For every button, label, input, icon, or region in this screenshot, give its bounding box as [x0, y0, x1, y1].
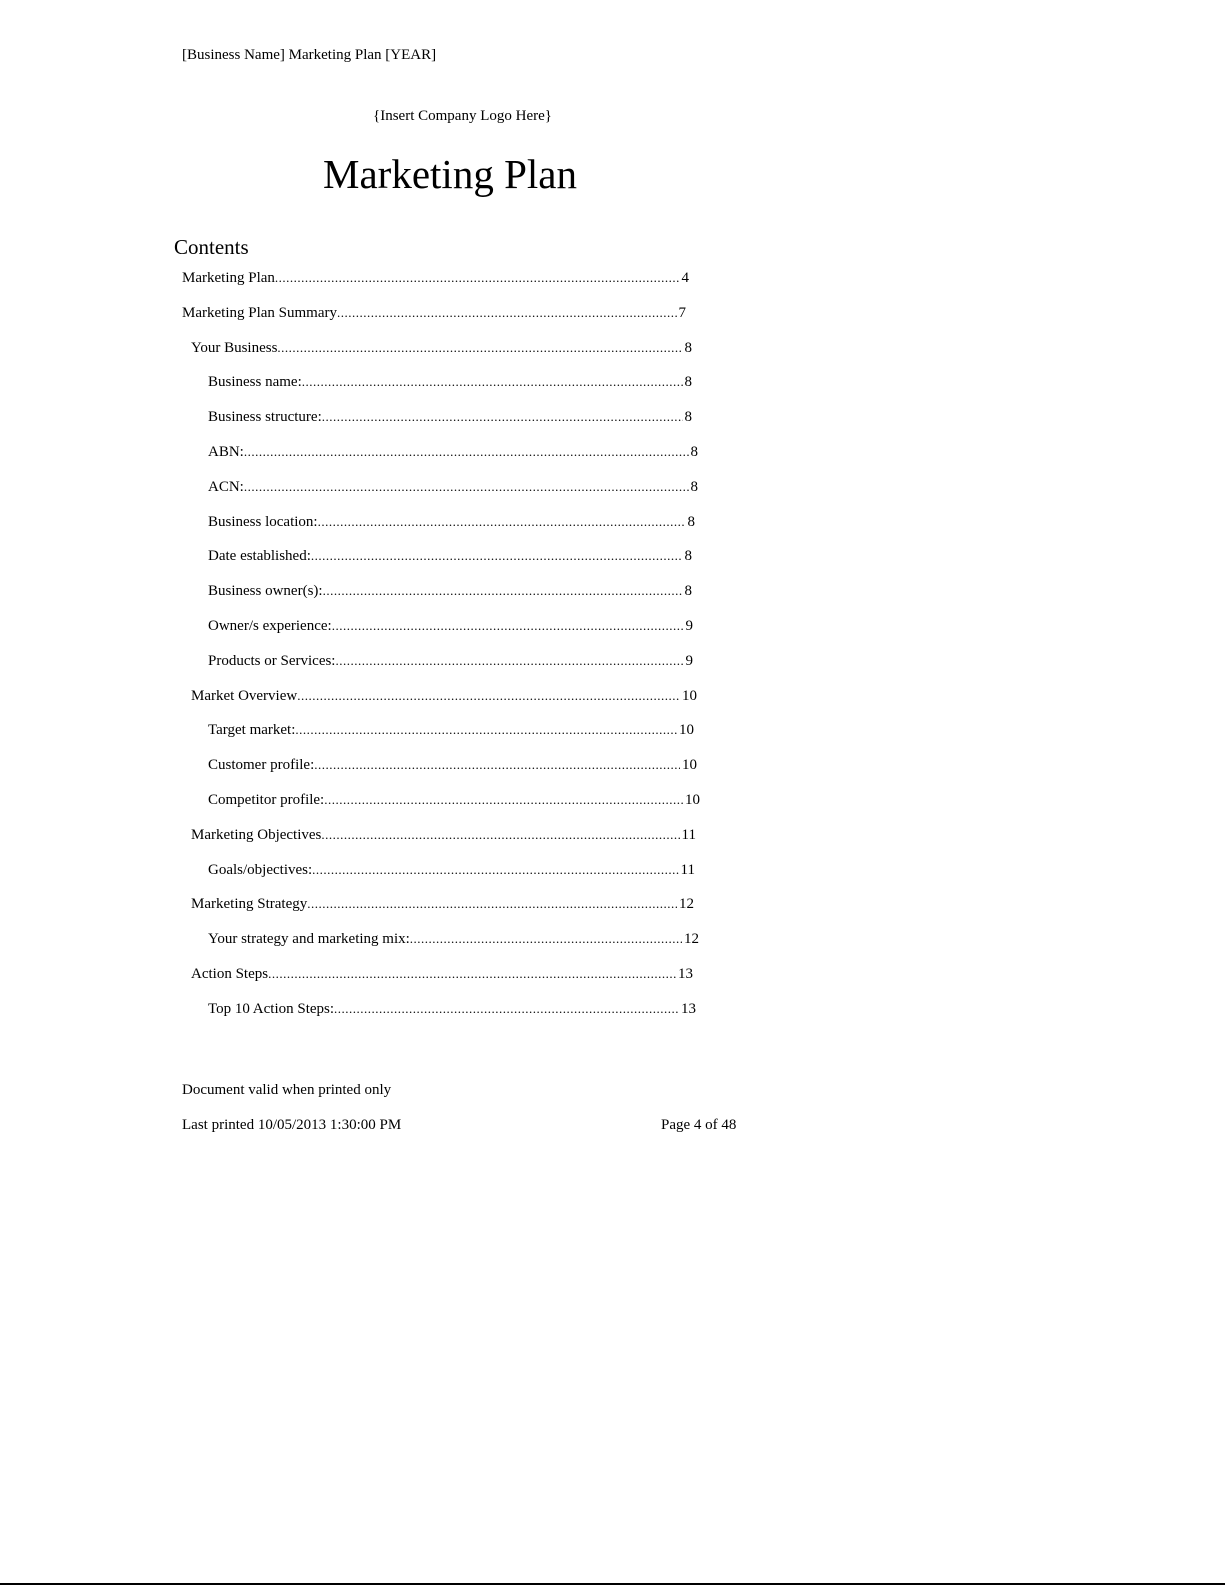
- toc-entry-label: Business name:: [208, 374, 302, 391]
- toc-dot-leader: [324, 790, 683, 810]
- toc-dot-leader: [302, 372, 683, 392]
- toc-entry[interactable]: [0, 546, 760, 581]
- footer-page-indicator: Page 4 of 48: [661, 1117, 737, 1133]
- toc-entry-page-number: 11: [680, 861, 695, 878]
- toc-dot-leader: [318, 512, 686, 532]
- toc-entry-line: [208, 581, 692, 601]
- toc-entry-page-number: 11: [681, 826, 696, 843]
- document-title: Marketing Plan: [323, 151, 577, 197]
- toc-entry-line: [208, 860, 695, 880]
- toc-entry-line: [208, 477, 698, 497]
- toc-dot-leader: [311, 546, 683, 566]
- toc-entry[interactable]: [0, 686, 760, 721]
- toc-entry[interactable]: [0, 720, 760, 755]
- toc-entry[interactable]: [0, 651, 760, 686]
- toc-entry-label: Target market:: [208, 722, 296, 739]
- toc-entry-label: Business owner(s):: [208, 583, 323, 600]
- toc-entry[interactable]: [0, 825, 760, 860]
- toc-entry-page-number: 10: [679, 722, 694, 739]
- toc-entry[interactable]: [0, 442, 760, 477]
- toc-dot-leader: [244, 477, 689, 497]
- toc-entry-label: Top 10 Action Steps:: [208, 1000, 335, 1017]
- toc-entry-page-number: 8: [684, 374, 692, 391]
- toc-entry-page-number: 13: [678, 965, 693, 982]
- toc-entry-line: [191, 894, 694, 914]
- toc-dot-leader: [307, 894, 677, 914]
- toc-entry[interactable]: [0, 755, 760, 790]
- toc-entry-page-number: 8: [684, 339, 692, 356]
- running-header: [Business Name] Marketing Plan [YEAR]: [182, 47, 437, 63]
- logo-placeholder: {Insert Company Logo Here}: [373, 108, 552, 124]
- toc-entry-line: [208, 512, 695, 532]
- toc-dot-leader: [244, 442, 689, 462]
- toc-entry-label: Marketing Plan: [182, 270, 275, 286]
- toc-entry-label: ACN:: [208, 478, 244, 495]
- toc-entry[interactable]: [0, 999, 760, 1034]
- toc-dot-leader: [297, 686, 680, 706]
- toc-dot-leader: [323, 581, 683, 601]
- toc-entry[interactable]: [0, 929, 760, 964]
- table-of-contents: [0, 268, 760, 1034]
- toc-entry-label: Your Business: [191, 339, 278, 356]
- toc-entry-label: Goals/objectives:: [208, 861, 313, 878]
- toc-dot-leader: [334, 999, 679, 1019]
- toc-entry-label: Marketing Plan Summary: [182, 304, 337, 321]
- toc-entry[interactable]: [0, 268, 760, 303]
- toc-entry[interactable]: [0, 512, 760, 547]
- footer-last-printed: Last printed 10/05/2013 1:30:00 PM: [182, 1117, 402, 1133]
- toc-dot-leader: [275, 268, 680, 288]
- toc-entry[interactable]: [0, 964, 760, 999]
- toc-dot-leader: [312, 860, 678, 880]
- toc-entry-page-number: 13: [681, 1000, 696, 1017]
- toc-entry-line: [208, 999, 696, 1019]
- toc-dot-leader: [322, 407, 683, 427]
- toc-entry-label: Products or Services:: [208, 652, 336, 669]
- toc-entry[interactable]: [0, 407, 760, 442]
- toc-entry-page-number: 7: [678, 304, 686, 321]
- toc-entry-label: Action Steps: [191, 965, 269, 982]
- toc-entry-page-number: 10: [685, 791, 700, 808]
- toc-entry-page-number: 9: [685, 617, 693, 634]
- toc-dot-leader: [332, 616, 684, 636]
- toc-entry[interactable]: [0, 581, 760, 616]
- toc-entry-page-number: 12: [679, 896, 694, 913]
- toc-entry-line: [208, 929, 699, 949]
- toc-dot-leader: [410, 929, 682, 949]
- toc-entry-label: Marketing Objectives: [191, 826, 322, 843]
- toc-entry[interactable]: [0, 894, 760, 929]
- toc-entry-page-number: 8: [684, 583, 692, 600]
- toc-entry-line: [208, 442, 698, 462]
- toc-entry-page-number: 8: [687, 513, 695, 530]
- toc-entry-page-number: 8: [690, 443, 698, 460]
- toc-entry-line: [191, 338, 692, 358]
- toc-entry-label: ABN:: [208, 443, 244, 460]
- toc-entry-line: [208, 372, 692, 392]
- toc-entry-line: [208, 616, 693, 636]
- toc-dot-leader: [335, 651, 683, 671]
- contents-heading: Contents: [174, 235, 249, 259]
- toc-dot-leader: [314, 755, 680, 775]
- toc-entry-page-number: 8: [690, 478, 698, 495]
- toc-entry-line: [208, 790, 700, 810]
- toc-entry[interactable]: [0, 372, 760, 407]
- toc-entry[interactable]: [0, 616, 760, 651]
- toc-entry-line: [208, 407, 692, 427]
- toc-entry-label: Date established:: [208, 548, 311, 565]
- toc-entry-line: [182, 268, 689, 288]
- toc-entry-page-number: 4: [681, 270, 689, 286]
- toc-entry-line: [182, 303, 686, 323]
- toc-dot-leader: [321, 825, 679, 845]
- toc-entry-line: [191, 964, 693, 984]
- toc-entry-label: Market Overview: [191, 687, 298, 704]
- toc-entry-label: Customer profile:: [208, 757, 315, 774]
- toc-entry-label: Business structure:: [208, 409, 322, 426]
- toc-entry-line: [208, 720, 694, 740]
- toc-entry-line: [191, 825, 696, 845]
- toc-entry-page-number: 12: [684, 931, 699, 948]
- toc-dot-leader: [337, 303, 677, 323]
- toc-dot-leader: [277, 338, 682, 358]
- toc-entry-label: Business location:: [208, 513, 318, 530]
- toc-entry-label: Owner/s experience:: [208, 617, 332, 634]
- toc-entry-label: Competitor profile:: [208, 791, 325, 808]
- footer-validity-note: Document valid when printed only: [182, 1082, 392, 1098]
- toc-entry-page-number: 10: [682, 687, 697, 704]
- toc-entry[interactable]: [0, 477, 760, 512]
- toc-entry-line: [208, 755, 697, 775]
- toc-entry-line: [208, 546, 692, 566]
- toc-entry-line: [191, 686, 697, 706]
- toc-entry-page-number: 8: [684, 409, 692, 426]
- toc-dot-leader: [295, 720, 677, 740]
- toc-entry[interactable]: [0, 303, 760, 338]
- toc-entry-page-number: 10: [682, 757, 697, 774]
- toc-entry[interactable]: [0, 860, 760, 895]
- toc-entry-page-number: 9: [685, 652, 693, 669]
- toc-entry[interactable]: [0, 338, 760, 373]
- toc-entry[interactable]: [0, 790, 760, 825]
- toc-dot-leader: [268, 964, 676, 984]
- toc-entry-label: Marketing Strategy: [191, 896, 308, 913]
- toc-entry-label: Your strategy and marketing mix:: [208, 931, 410, 948]
- toc-entry-line: [208, 651, 693, 671]
- toc-entry-page-number: 8: [684, 548, 692, 565]
